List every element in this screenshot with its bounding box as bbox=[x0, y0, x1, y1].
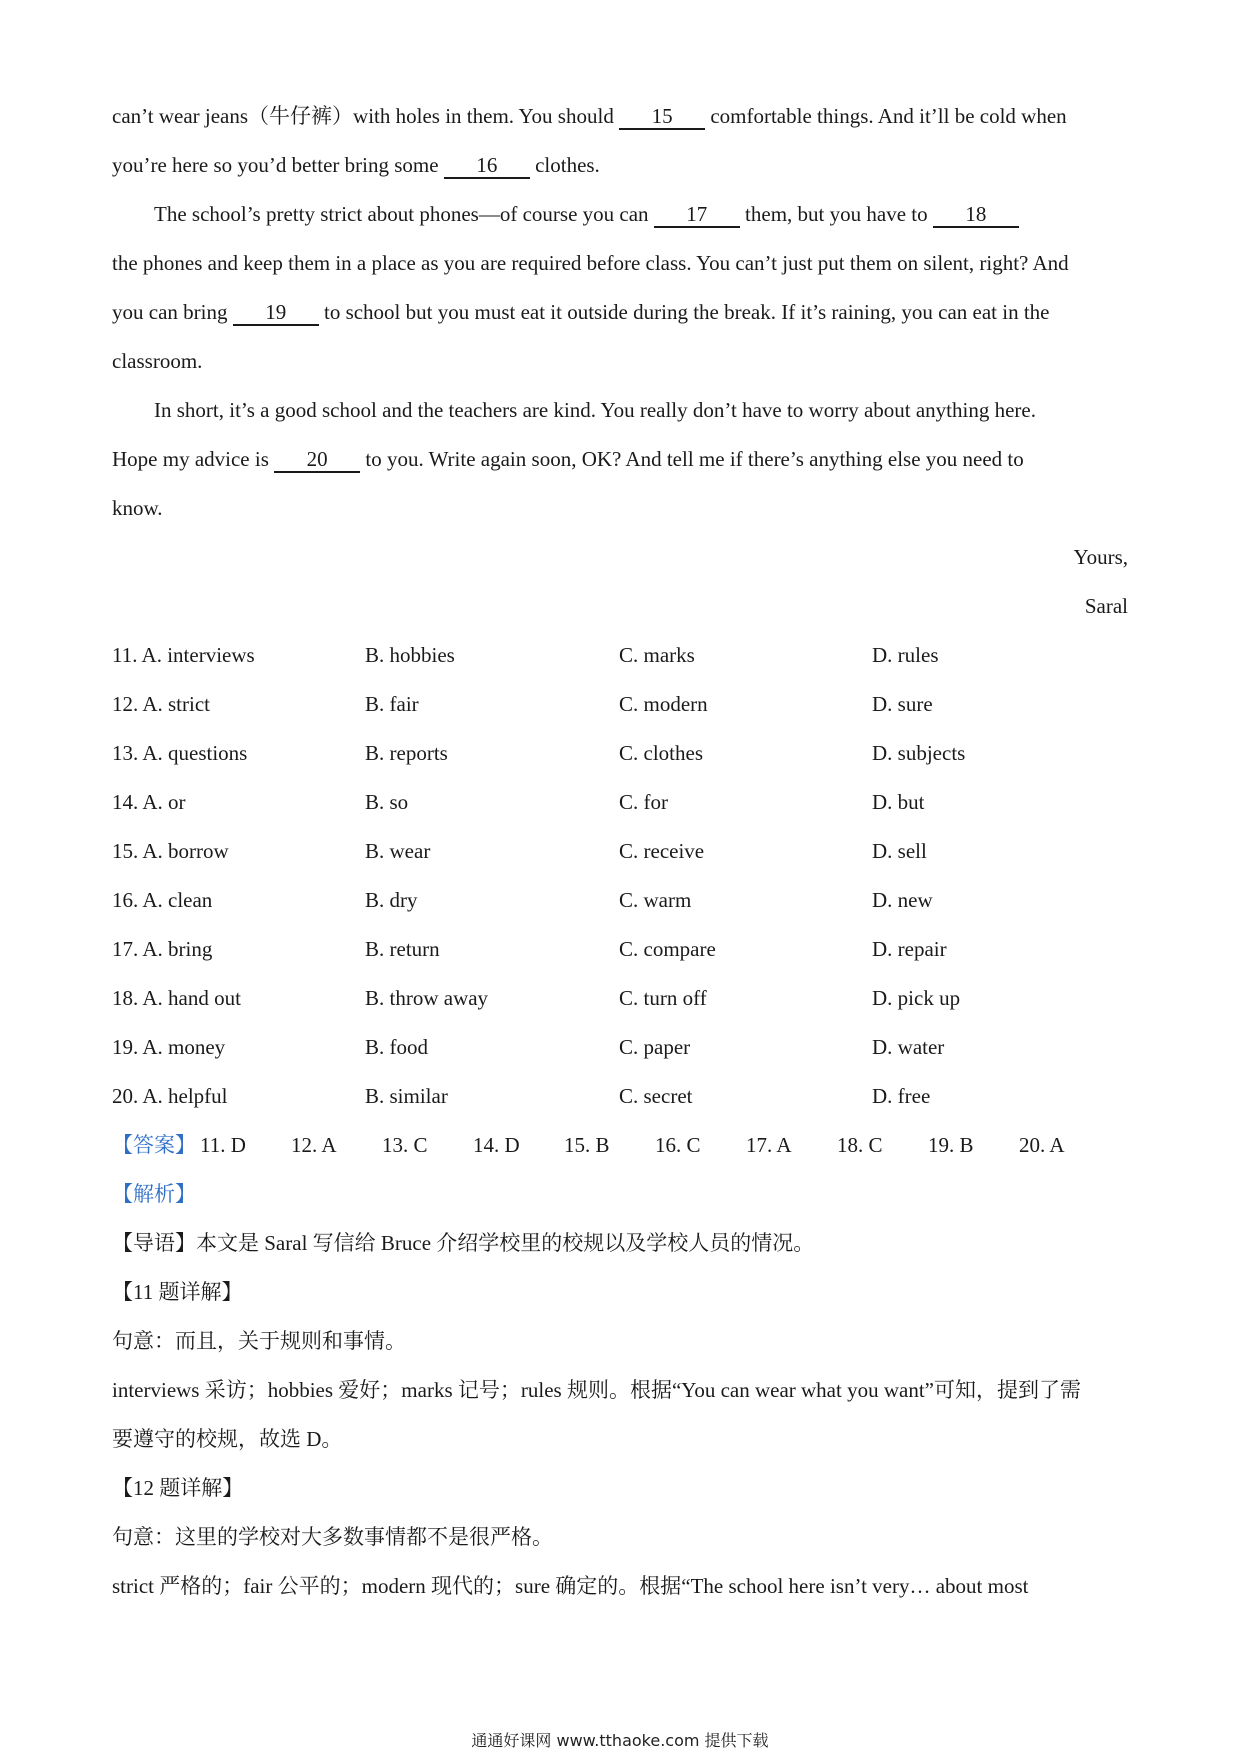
option-a: 19. A. money bbox=[112, 1035, 226, 1059]
analysis-label: 【解析】 bbox=[112, 1182, 196, 1206]
option-row bbox=[112, 631, 1132, 680]
answer-item: 11. D bbox=[200, 1133, 246, 1157]
option-c: C. clothes bbox=[619, 741, 703, 765]
option-row bbox=[112, 827, 1132, 876]
option-row bbox=[112, 1072, 1132, 1121]
answer-item: 20. A bbox=[1019, 1133, 1065, 1157]
q12-heading: 【12 题详解】 bbox=[112, 1476, 244, 1500]
option-row bbox=[112, 680, 1132, 729]
option-c: C. turn off bbox=[619, 986, 707, 1010]
option-b: B. wear bbox=[365, 839, 431, 863]
passage-line: classroom. bbox=[112, 349, 203, 373]
option-d: D. water bbox=[872, 1035, 945, 1059]
answer-item: 15. B bbox=[564, 1133, 610, 1157]
document-body bbox=[112, 92, 1132, 1611]
option-a: 15. A. borrow bbox=[112, 839, 229, 863]
option-c: C. paper bbox=[619, 1035, 691, 1059]
passage-line: know. bbox=[112, 496, 163, 520]
passage-text: them, but you have to bbox=[739, 202, 933, 226]
answer-label: 【答案】 bbox=[112, 1133, 196, 1157]
option-a: 13. A. questions bbox=[112, 741, 248, 765]
option-b: B. return bbox=[365, 937, 440, 961]
option-row bbox=[112, 1023, 1132, 1072]
option-row bbox=[112, 876, 1132, 925]
q11-meaning: 句意：而且，关于规则和事情。 bbox=[112, 1329, 406, 1353]
option-c: C. for bbox=[619, 790, 668, 814]
passage-line bbox=[112, 92, 1132, 141]
option-d: D. subjects bbox=[872, 741, 966, 765]
passage-text: can’t wear jeans（牛仔裤）with holes in them. You should bbox=[112, 104, 620, 128]
passage-text: you’re here so you’d better bring some bbox=[112, 153, 444, 177]
option-b: B. food bbox=[365, 1035, 428, 1059]
option-d: D. pick up bbox=[872, 986, 961, 1010]
q11-explanation-cont: 要遵守的校规，故选 D。 bbox=[112, 1427, 343, 1451]
passage-text: comfortable things. And it’ll be cold when bbox=[705, 104, 1067, 128]
option-d: D. repair bbox=[872, 937, 947, 961]
q11-explanation: interviews 采访；hobbies 爱好；marks 记号；rules 规则。根据“You can wear what you want”可知，提到了需 bbox=[112, 1378, 1081, 1402]
analysis-intro: 【导语】本文是 Saral 写信给 Bruce 介绍学校里的校规以及学校人员的情况。 bbox=[112, 1231, 815, 1255]
answer-item: 16. C bbox=[655, 1133, 701, 1157]
page-footer: 通通好课网 www.tthaoke.com 提供下载 bbox=[471, 1731, 769, 1750]
option-row bbox=[112, 729, 1132, 778]
answer-item: 19. B bbox=[928, 1133, 974, 1157]
passage-text: to you. Write again soon, OK? And tell me if there’s anything else you need to bbox=[360, 447, 1024, 471]
option-c: C. compare bbox=[619, 937, 716, 961]
option-d: D. sell bbox=[872, 839, 927, 863]
option-a: 20. A. helpful bbox=[112, 1084, 228, 1108]
answer-key bbox=[112, 1121, 1132, 1170]
option-d: D. free bbox=[872, 1084, 931, 1108]
blank-17: 17 bbox=[654, 202, 740, 228]
answer-item: 12. A bbox=[291, 1133, 337, 1157]
option-b: B. so bbox=[365, 790, 409, 814]
option-b: B. dry bbox=[365, 888, 418, 912]
blank-15: 15 bbox=[619, 104, 705, 130]
option-row bbox=[112, 778, 1132, 827]
passage-line bbox=[112, 141, 1132, 190]
option-b: B. fair bbox=[365, 692, 419, 716]
option-row bbox=[112, 974, 1132, 1023]
q12-explanation: strict 严格的；fair 公平的；modern 现代的；sure 确定的。根据“The school here isn’t very… about most bbox=[112, 1574, 1029, 1598]
option-a: 16. A. clean bbox=[112, 888, 213, 912]
option-d: D. rules bbox=[872, 643, 939, 667]
option-b: B. hobbies bbox=[365, 643, 455, 667]
option-a: 12. A. strict bbox=[112, 692, 210, 716]
blank-18: 18 bbox=[933, 202, 1019, 228]
option-d: D. new bbox=[872, 888, 933, 912]
option-a: 18. A. hand out bbox=[112, 986, 241, 1010]
passage-line bbox=[112, 190, 1132, 239]
q12-meaning: 句意：这里的学校对大多数事情都不是很严格。 bbox=[112, 1525, 553, 1549]
answer-item: 14. D bbox=[473, 1133, 520, 1157]
option-c: C. marks bbox=[619, 643, 695, 667]
answer-item: 18. C bbox=[837, 1133, 883, 1157]
option-c: C. warm bbox=[619, 888, 692, 912]
option-b: B. similar bbox=[365, 1084, 448, 1108]
option-row bbox=[112, 925, 1132, 974]
blank-16: 16 bbox=[444, 153, 530, 179]
answer-item: 17. A bbox=[746, 1133, 792, 1157]
option-a: 14. A. or bbox=[112, 790, 186, 814]
letter-signoff: Yours, bbox=[1073, 545, 1128, 569]
passage-line: the phones and keep them in a place as you are required before class. You can’t just put them on silent, right? And bbox=[112, 251, 1069, 275]
blank-19: 19 bbox=[233, 300, 319, 326]
passage-text: The school’s pretty strict about phones—of course you can bbox=[154, 202, 654, 226]
option-c: C. secret bbox=[619, 1084, 693, 1108]
passage-line bbox=[112, 288, 1132, 337]
passage-text: clothes. bbox=[529, 153, 600, 177]
passage-line: In short, it’s a good school and the teachers are kind. You really don’t have to worry about anything here. bbox=[154, 398, 1036, 422]
option-b: B. throw away bbox=[365, 986, 489, 1010]
option-d: D. but bbox=[872, 790, 925, 814]
option-b: B. reports bbox=[365, 741, 448, 765]
answer-item: 13. C bbox=[382, 1133, 428, 1157]
letter-signature: Saral bbox=[1084, 594, 1128, 618]
passage-text: to school but you must eat it outside during the break. If it’s raining, you can eat in the bbox=[318, 300, 1050, 324]
option-a: 17. A. bring bbox=[112, 937, 213, 961]
option-a: 11. A. interviews bbox=[112, 643, 255, 667]
option-d: D. sure bbox=[872, 692, 933, 716]
blank-20: 20 bbox=[274, 447, 360, 473]
passage-text: you can bring bbox=[112, 300, 233, 324]
options-list bbox=[112, 631, 1132, 1121]
q11-heading: 【11 题详解】 bbox=[112, 1280, 243, 1304]
option-c: C. receive bbox=[619, 839, 705, 863]
option-c: C. modern bbox=[619, 692, 708, 716]
passage-text: Hope my advice is bbox=[112, 447, 275, 471]
passage-line bbox=[112, 435, 1132, 484]
